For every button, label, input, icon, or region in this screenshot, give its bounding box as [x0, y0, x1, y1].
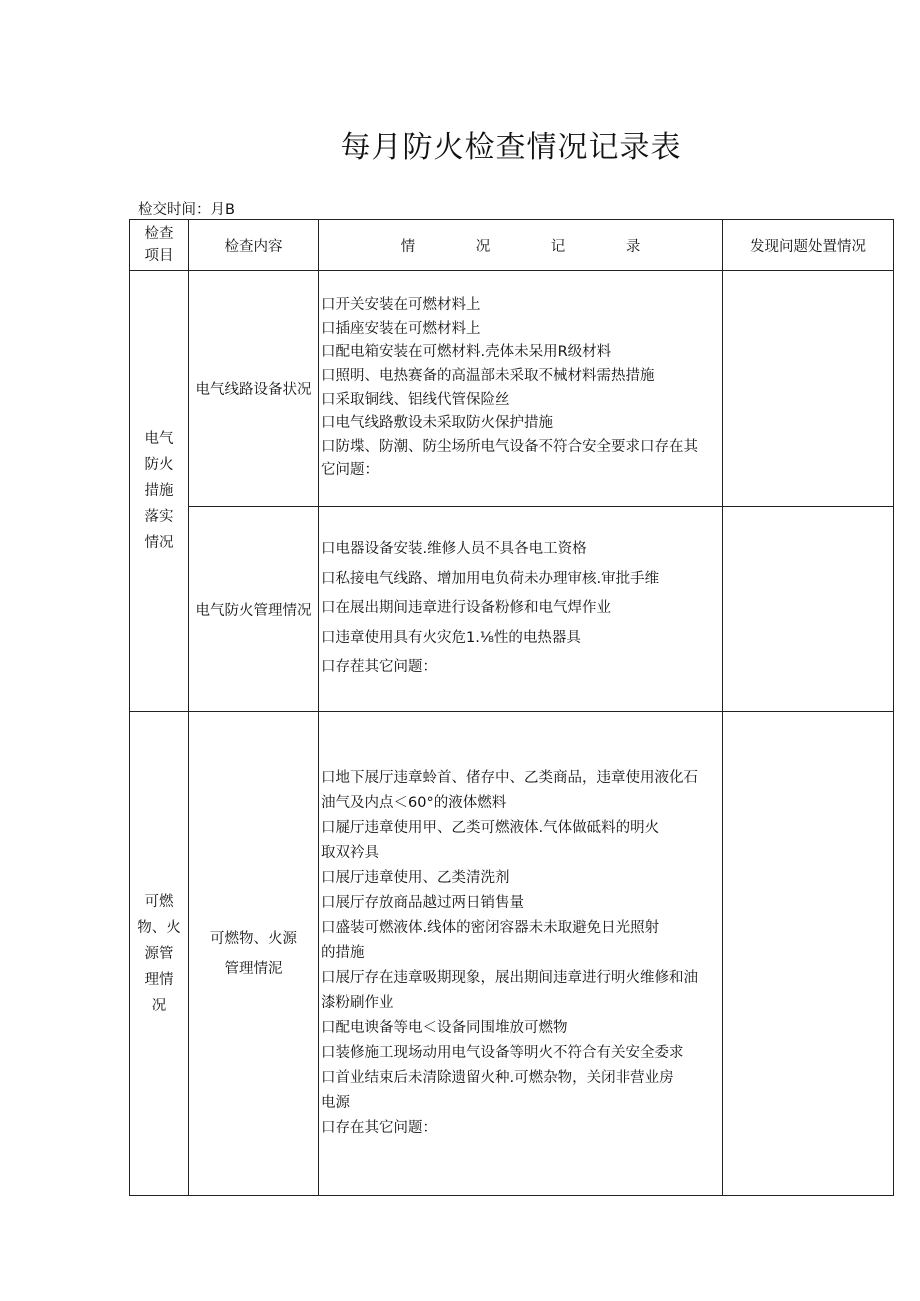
records-electrical-management — [319, 507, 723, 712]
record-line: 口配电箱安装在可燃材料.壳体未呆用R级材料 — [321, 344, 612, 361]
category-line: 情况 — [144, 535, 174, 551]
record-line: 口地下展厅违章蛉首、偖存中、乙类商品，违章使用液化石 — [321, 770, 698, 786]
category-line: 理情 — [144, 971, 174, 988]
content-line: 可燃物、火源 — [210, 930, 297, 947]
record-line: 口存在其它问题： — [321, 1120, 437, 1136]
header-inspection-content: 检查内容 — [189, 220, 319, 271]
table-header-row — [130, 220, 894, 271]
resolution-cell — [723, 271, 894, 507]
record-line: 漆粉刷作业 — [321, 995, 394, 1011]
check-time-label: 检交时间：月B — [138, 202, 235, 218]
record-line: 口盛装可燃液体.线体的密闭容器未未取避免日光照射 — [321, 920, 660, 936]
category-line: 况 — [151, 997, 167, 1014]
header-inspection-item — [130, 220, 189, 271]
page-title: 每月防火检查情况记录表 — [340, 130, 682, 165]
records-combustibles-management — [319, 712, 723, 1196]
category-line: 源管 — [144, 945, 174, 962]
header-record-char: 况 — [475, 238, 491, 255]
header-item-line: 项目 — [144, 248, 174, 264]
header-record — [319, 220, 723, 271]
records-electrical-wiring — [319, 271, 723, 507]
record-line: 口存茬其它问题： — [321, 659, 437, 676]
record-line: 口开关安装在可燃材料上 — [321, 297, 481, 314]
resolution-cell — [723, 712, 894, 1196]
record-line: 口展厅存放商品越过两日销售量 — [321, 895, 524, 911]
category-electrical — [130, 271, 189, 712]
table-row — [130, 271, 894, 507]
header-item-line: 检查 — [144, 226, 174, 242]
record-line: 口电器设备安装.维修人员不具各电工资格 — [321, 541, 587, 558]
record-line: 口首业结束后未清除遗留火种.可燃杂物，关闭非营业房 — [321, 1070, 674, 1086]
content-electrical-wiring: 电气线路设备状况 — [189, 271, 319, 507]
record-line: 它问题： — [321, 462, 379, 479]
table-row — [130, 507, 894, 712]
record-line: 取双衿具 — [321, 845, 379, 861]
record-line: 口展厅违章使用、乙类清洗剂 — [321, 870, 510, 886]
category-line: 电气 — [144, 431, 174, 447]
record-line: 口在展出期间违章进行设备粉修和电气焊作业 — [321, 600, 611, 617]
header-record-char: 记 — [550, 238, 566, 255]
record-line: 口电气线路敷设未采取防火保护措施 — [321, 415, 553, 432]
category-line: 防火 — [144, 457, 174, 473]
category-line: 可燃 — [144, 893, 174, 910]
record-line: 油气及内点＜60°的液体燃料 — [321, 795, 507, 811]
record-line: 口防堞、防潮、防尘场所电气设备不符合安全要求口存在其 — [321, 438, 698, 455]
header-record-char: 录 — [625, 238, 641, 255]
record-line: 口采取铜线、铝线代管保险丝 — [321, 391, 510, 408]
record-line: 口照明、电热赛备的高温部未采取不械材料需热措施 — [321, 367, 655, 384]
content-line: 管理情泥 — [224, 960, 283, 977]
record-line: 的措施 — [321, 945, 365, 961]
resolution-cell — [723, 507, 894, 712]
category-line: 措施 — [144, 483, 174, 499]
category-line: 落实 — [144, 509, 174, 525]
record-line: 口装修施工现场动用电气设备等明火不符合有关安全委求 — [321, 1045, 684, 1061]
record-line: 口配电谀备等电＜设备同围堆放可燃物 — [321, 1020, 568, 1036]
record-line: 口私接电气线路、增加用电负荷未办理审核.审批手维 — [321, 570, 660, 587]
record-line: 口违章使用具有火灾危1.⅛性的电热器具 — [321, 629, 581, 646]
inspection-record-table — [129, 219, 894, 1196]
record-line: 口展厅存在违章吸期现象，展出期间违章进行明火维修和油 — [321, 970, 698, 986]
table-row — [130, 712, 894, 1196]
header-resolution: 发现问题处置情况 — [723, 220, 894, 271]
header-record-char: 情 — [400, 238, 416, 255]
record-line: 电源 — [321, 1095, 350, 1111]
record-line: 口插座安装在可燃材料上 — [321, 320, 481, 337]
category-combustibles — [130, 712, 189, 1196]
content-electrical-management: 电气防火管理情况 — [189, 507, 319, 712]
record-line: 口屣厅违章使用甲、乙类可燃液体.气体做砥料的明火 — [321, 820, 660, 836]
category-line: 物、火 — [137, 919, 181, 936]
content-combustibles-management — [189, 712, 319, 1196]
